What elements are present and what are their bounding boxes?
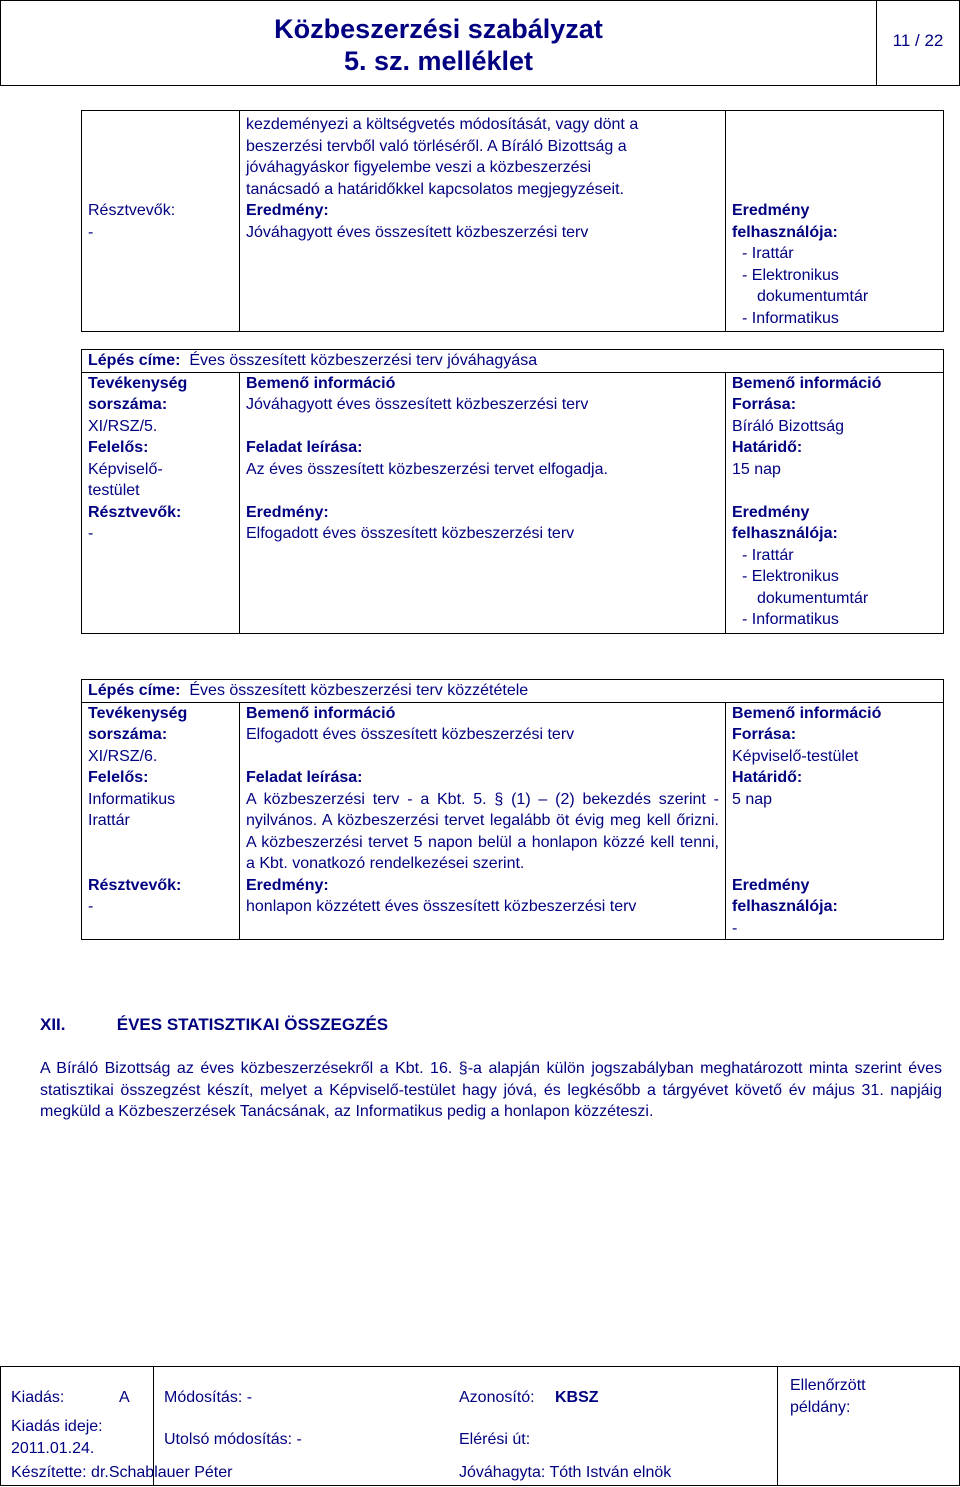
footer-ellenorzott: Ellenőrzött xyxy=(790,1377,866,1394)
participants-label: Résztvevők: xyxy=(88,876,182,894)
result-user-item: - Irattár xyxy=(742,546,794,564)
participants-value: - xyxy=(88,525,94,542)
step-title xyxy=(82,350,944,373)
result-label: Eredmény: xyxy=(246,202,329,219)
result-user-label: Eredmény xyxy=(732,876,810,894)
input-source-value: Bíráló Bizottság xyxy=(732,417,845,435)
step-table-approval xyxy=(81,349,944,634)
section-number: XII. xyxy=(40,1015,66,1034)
footer-utolso-modositas: Utolsó módosítás: - xyxy=(164,1431,302,1448)
result-label: Eredmény: xyxy=(246,503,329,521)
task-label: Feladat leírása: xyxy=(246,439,363,456)
task-value: Az éves összesített közbeszerzési tervet elfogadja. xyxy=(246,460,608,478)
participants-label: Résztvevők: xyxy=(88,202,176,219)
step-title-value: Éves összesített közbeszerzési terv közzététele xyxy=(189,682,529,699)
footer-azonosito-value: KBSZ xyxy=(555,1389,599,1406)
section-title: ÉVES STATISZTIKAI ÖSSZEGZÉS xyxy=(116,1015,389,1034)
result-user-item: dokumentumtár xyxy=(757,589,869,607)
result-user-label-2: felhasználója: xyxy=(732,898,838,915)
result-value: honlapon közzétett éves összesített közbeszerzési terv xyxy=(246,898,637,915)
result-user-item: - Irattár xyxy=(742,245,794,262)
responsible-value: Képviselő- xyxy=(88,460,163,478)
page-footer xyxy=(0,1366,960,1486)
task-line: kezdeményezi a költségvetés módosítását, vagy dönt a xyxy=(246,116,639,133)
footer-kiadas-ideje-label: Kiadás ideje: xyxy=(11,1418,103,1435)
footer-kiadas-value: A xyxy=(119,1389,130,1406)
footer-eleresi-ut: Elérési út: xyxy=(459,1431,531,1448)
deadline-value: 15 nap xyxy=(732,460,781,478)
result-user-item: - Elektronikus xyxy=(742,266,839,284)
task-line: tanácsadó a határidőkkel kapcsolatos megjegyzéseit. xyxy=(246,180,624,198)
document-title: Közbeszerzési szabályzat xyxy=(274,14,603,44)
input-source-label: Bemenő információ xyxy=(732,704,882,722)
step-title-value: Éves összesített közbeszerzési terv jóváhagyása xyxy=(189,352,538,369)
result-user-label-2: felhasználója: xyxy=(732,525,838,542)
step-table-publication xyxy=(81,679,944,940)
footer-modositas: Módosítás: - xyxy=(164,1389,253,1406)
footer-col-controlled xyxy=(778,1367,959,1485)
input-value: Elfogadott éves összesített közbeszerzési terv xyxy=(246,726,575,743)
result-user-label-2: felhasználója: xyxy=(732,223,838,241)
result-user-item: - Informatikus xyxy=(742,611,839,628)
input-label: Bemenő információ xyxy=(246,704,396,722)
task-line: beszerzési tervből való törléséről. A Bíráló Bizottság a xyxy=(246,137,627,155)
activity-number: XI/RSZ/6. xyxy=(88,747,158,765)
activity-label: Tevékenység xyxy=(88,374,188,392)
task-description-cont xyxy=(240,111,726,201)
result-user-item: - Elektronikus xyxy=(742,568,839,585)
input-value: Jóváhagyott éves összesített közbeszerzési terv xyxy=(246,396,589,413)
result-user-label: Eredmény xyxy=(732,202,810,219)
header-title-block xyxy=(1,1,877,85)
responsible-value: Informatikus xyxy=(88,790,176,808)
participants-value: - xyxy=(88,898,94,915)
activity-label-2: sorszáma: xyxy=(88,726,168,743)
result-user-item: - Informatikus xyxy=(742,309,839,327)
result-user-label: Eredmény xyxy=(732,503,810,521)
result-user-value: - xyxy=(732,919,738,937)
footer-azonosito-label: Azonosító: xyxy=(459,1389,535,1406)
input-source-label-2: Forrása: xyxy=(732,726,797,743)
task-label: Feladat leírása: xyxy=(246,769,363,786)
step-title xyxy=(82,680,944,703)
activity-label-2: sorszáma: xyxy=(88,396,168,413)
footer-keszitette: Készítette: dr.Schablauer Péter xyxy=(11,1464,233,1481)
task-value: A közbeszerzési terv - a Kbt. 5. § (1) – (2) bekezdés szerint - nyilvános. A közbeszerzési tervet legalább öt évig meg kell őrizni. A közbeszerzési tervet 5 napon belül a honlapon közzé kell tenni, a Kbt. vonatkozó rendelkezései szerint. xyxy=(246,790,719,872)
step-title-label: Lépés címe: xyxy=(88,682,181,699)
deadline-value: 5 nap xyxy=(732,790,773,808)
page-number: 11 / 22 xyxy=(892,31,944,50)
step-table-continuation xyxy=(81,110,944,332)
result-label: Eredmény: xyxy=(246,876,329,894)
page-header xyxy=(0,0,960,86)
document-subtitle: 5. sz. melléklet xyxy=(343,46,534,76)
result-value: Jóváhagyott éves összesített közbeszerzési terv xyxy=(246,223,589,241)
input-source-value: Képviselő-testület xyxy=(732,747,859,765)
footer-kiadas-label: Kiadás: xyxy=(11,1389,65,1406)
responsible-value-2: testület xyxy=(88,482,140,499)
participants-label: Résztvevők: xyxy=(88,503,182,521)
step-title-label: Lépés címe: xyxy=(88,352,181,369)
input-label: Bemenő információ xyxy=(246,374,396,392)
section-heading xyxy=(40,1015,388,1035)
task-line: jóváhagyáskor figyelembe veszi a közbeszerzési xyxy=(246,159,592,176)
footer-peldany: példány: xyxy=(790,1399,851,1416)
responsible-label: Felelős: xyxy=(88,769,149,786)
result-user-item: dokumentumtár xyxy=(757,288,869,305)
section-body: A Bíráló Bizottság az éves közbeszerzésekről a Kbt. 16. §-a alapján külön jogszabályban meghatározott minta szerint éves statisztikai összegzést készít, melyet a Képviselő-testület hagy jóvá, és legkésőbb a tárgyévet követő év május 31. napjáig megküld a Közbeszerzések Tanácsának, az Informatikus pedig a honlapon közzéteszi. xyxy=(40,1060,942,1120)
responsible-value-2: Irattár xyxy=(88,812,130,829)
activity-number: XI/RSZ/5. xyxy=(88,417,158,435)
responsible-label: Felelős: xyxy=(88,439,149,456)
activity-label: Tevékenység xyxy=(88,704,188,722)
deadline-label: Határidő: xyxy=(732,439,803,456)
footer-col-modification xyxy=(154,1367,449,1485)
input-source-label: Bemenő információ xyxy=(732,374,882,392)
result-value: Elfogadott éves összesített közbeszerzési terv xyxy=(246,525,575,542)
input-source-label-2: Forrása: xyxy=(732,396,797,413)
participants-value: - xyxy=(88,223,94,241)
deadline-label: Határidő: xyxy=(732,769,803,786)
footer-kiadas-ideje-value: 2011.01.24. xyxy=(11,1440,95,1457)
footer-jovahagyta: Jóváhagyta: Tóth István elnök xyxy=(459,1464,672,1481)
